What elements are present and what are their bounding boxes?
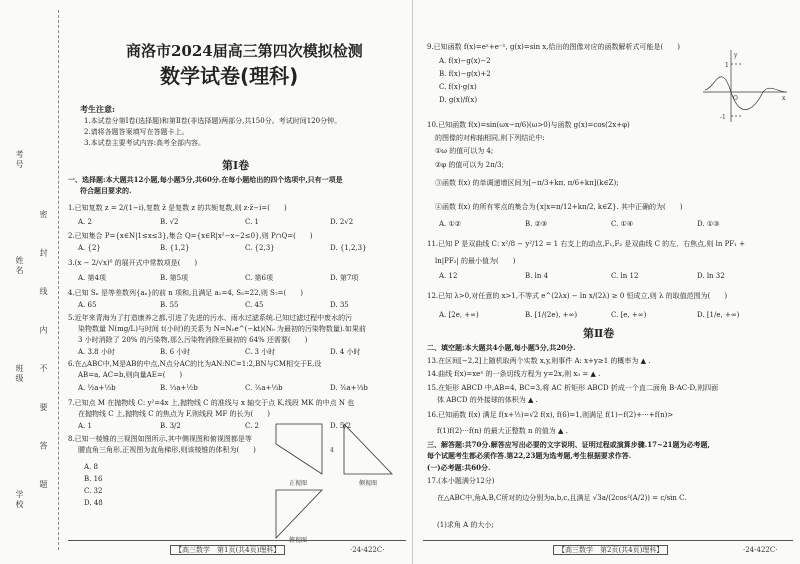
question-stem: 11.已知 P 是双曲线 C: x²/8 − y²/12 = 1 右支上的动点,F₁,F₂ 是双曲线 C 的左、右焦点,则 ln PF₁ + xyxy=(427,240,746,248)
school-label: 学校 xyxy=(15,490,24,510)
question-stem: AB=a, AC=b,则向量AE=( ) xyxy=(78,371,183,379)
function-curve xyxy=(705,77,785,110)
option: B. f(x)−g(x)+2 xyxy=(439,70,491,78)
option: D. 2√2 xyxy=(330,218,354,226)
option: C. [e, +∞) xyxy=(611,311,647,319)
fill-in-question: 16.已知函数 f(x) 满足 f(x+½)=√2 f(x), f(6)=1,则满足 f(1)−f(2)+⋯+f(n)> xyxy=(427,411,674,419)
function-graph xyxy=(701,48,789,124)
option: D. g(x)/f(x) xyxy=(439,96,478,104)
question-stem: 腰直角三角形,正视图为直角梯形,则该棱锥的体积为( ) xyxy=(78,446,256,454)
option: A. 12 xyxy=(439,272,458,280)
option: D. ⅗a+⅓b xyxy=(330,384,368,392)
option: C. 2 xyxy=(245,422,260,430)
option: C. 32 xyxy=(84,487,103,495)
option: B. ②③ xyxy=(525,220,548,228)
option: B. ⅓a+½b xyxy=(160,384,198,392)
fill-in-question: 14.曲线 f(x)=xeˣ 的一条切线方程为 y=2x,则 x₀ = ▲ . xyxy=(427,370,601,378)
x-axis-label: x xyxy=(782,95,786,102)
question-stem: ③函数 f(x) 的单调递增区间为[−π/3+kπ, π/6+kπ](k∈Z); xyxy=(435,179,619,187)
notice-heading: 考生注意: xyxy=(80,104,115,114)
right-page xyxy=(412,0,800,564)
option: C. 3 小时 xyxy=(245,348,276,356)
q17-part: (1)求角 A 的大小; xyxy=(437,521,494,529)
exam-number-label: 考号 xyxy=(15,150,24,170)
question-stem: 5.近年来青海为了打造康养之都,引进了先进的污水、雨水过滤系统.已知过滤过程中废水的污 xyxy=(68,314,353,322)
paper-code: ·24-422C· xyxy=(350,546,385,554)
question-stem: ④函数 f(x) 的所有零点的集合为{x|x=π/12+kπ/2, k∈Z}. 其中正确的为( ) xyxy=(435,203,683,211)
option: A. [2e, +∞) xyxy=(439,311,479,319)
side-view-shape xyxy=(344,424,392,474)
question-stem: 7.已知点 M 在抛物线 C: y²=4x 上,抛物线 C 的准线与 x 轴交于点 K,线段 MK 的中点 N 也 xyxy=(68,399,355,407)
option: D. ln 32 xyxy=(697,272,725,280)
exam-subtitle: 数学试卷(理科) xyxy=(160,64,299,88)
question-stem: ln|PF₂| 的最小值为( ) xyxy=(435,257,516,265)
section3-intro: 每个试题考生都必须作答.第22,23题为选考题,考生根据要求作答. xyxy=(427,451,632,460)
seal-line-warning: 密 封 线 内 不 要 答 题 xyxy=(39,210,48,502)
fill-in-question: 13.在区间[−2,2]上随机取两个实数 x,y,则事件 A: x+y≥1 的概率为 ▲ . xyxy=(427,357,651,365)
question-stem: 9.已知函数 f(x)=eˣ+e⁻ˣ, g(x)=sin x,给出的图像对应的函数解析式可能是( ) xyxy=(427,43,680,51)
question-stem: ①ω 的值可以为 4; xyxy=(435,147,494,155)
section3-intro: 三、解答题:共70分.解答应写出必要的文字说明、证明过程或演算步骤.17~21题为必考题, xyxy=(427,440,710,449)
option: A. 1 xyxy=(78,422,92,430)
page-footer: 【高三数学 第1页(共4页)理科】 xyxy=(170,545,285,555)
name-label: 姓名 xyxy=(15,256,24,276)
option: B. 第5项 xyxy=(160,274,189,282)
question-stem: 10.已知函数 f(x)=sin(ωx−π/6)(ω>0)与函数 g(x)=cos(2x+φ) xyxy=(427,121,630,129)
section2-title: 第Ⅱ卷 xyxy=(583,327,615,340)
option: A. ½a+⅓b xyxy=(78,384,116,392)
top-view-shape xyxy=(276,490,322,538)
question-stem: 2.已知集合 P={x∈N|1≤x≤3},集合 Q={x∈R|x²−x−2≤0},则 P∩Q=( ) xyxy=(68,232,313,240)
dimension-label: 4 xyxy=(330,447,334,454)
option: D. 48 xyxy=(84,499,103,507)
option: D. 第7项 xyxy=(330,274,359,282)
option: D. [1/e, +∞) xyxy=(697,311,740,319)
option: C. ①④ xyxy=(611,220,634,228)
tick-label-bottom: -1 xyxy=(720,114,726,121)
option: C. 45 xyxy=(245,301,264,309)
front-view-label: 正视图 xyxy=(288,480,308,487)
option: A. 65 xyxy=(78,301,97,309)
section1-intro: 符合题目要求的. xyxy=(80,186,132,195)
option: C. ln 12 xyxy=(611,272,639,280)
section1-intro: 一、选择题:本大题共12小题,每小题5分,共60分.在每小题给出的四个选项中,只有一项是 xyxy=(68,175,343,184)
option: A. f(x)−g(x)−2 xyxy=(439,57,491,65)
option: B. ln 4 xyxy=(525,272,549,280)
question-stem: 12.已知 λ>0,对任意的 x>1,不等式 e^(2λx) − ln x/(2λ) ≥ 0 恒成立,则 λ 的取值范围为( ) xyxy=(427,292,728,300)
question-stem: ②φ 的值可以为 2π/3; xyxy=(435,161,504,169)
question-stem: 8.已知一棱锥的三视图如图所示,其中侧视图和俯视图都是等 xyxy=(68,435,252,443)
three-view-figure xyxy=(270,420,410,544)
option: D. ①③ xyxy=(697,220,720,228)
q17-heading: 17.(本小题满分12分) xyxy=(427,477,495,485)
notice-item: 3.本试卷主要考试内容:高考全部内容。 xyxy=(84,139,206,147)
option: C. 1 xyxy=(245,218,260,226)
footer-rule xyxy=(423,540,793,541)
option: C. 第6项 xyxy=(245,274,274,282)
option: C. ⅖a+⅓b xyxy=(245,384,283,392)
option: C. f(x)·g(x) xyxy=(439,83,477,91)
option: A. 第4项 xyxy=(78,274,106,282)
question-stem: 3 小时消除了 20% 的污染物,那么污染物消除至最初的 64% 还需要( ) xyxy=(78,336,308,344)
notice-item: 2.请将各题答案填写在答题卡上。 xyxy=(84,128,189,136)
paper-code: ·24-422C· xyxy=(743,546,778,554)
notice-item: 1.本试卷分第Ⅰ卷(选择题)和第Ⅱ卷(非选择题)两部分,共150分。考试时间120分钟。 xyxy=(84,117,342,125)
option: D. 4 小时 xyxy=(330,348,361,356)
section1-title: 第Ⅰ卷 xyxy=(222,159,250,172)
binding-sidebar xyxy=(0,0,70,564)
question-stem: 在抛物线 C 上,抛物线 C 的焦点为 F,则线段 MF 的长为( ) xyxy=(78,410,270,418)
question-stem: 4.已知 Sₙ 是等差数列{aₙ}的前 n 项和,且满足 a₁=4, S₅=22,则 S₇=( ) xyxy=(68,289,303,297)
fill-in-question: f(1)f(2)⋯f(n) 的最大正整数 n 的值为 ▲ . xyxy=(437,427,568,435)
option: B. [1/(2e), +∞) xyxy=(525,311,578,319)
y-axis-label: y xyxy=(734,52,738,59)
question-stem: 3.(x − 2/√x)⁶ 的展开式中常数项是( ) xyxy=(68,259,198,267)
fill-in-question: 体 ABCD 的外接球的体积为 ▲ . xyxy=(437,396,538,404)
option: B. 3/2 xyxy=(160,422,181,430)
seal-line xyxy=(58,10,59,550)
option: D. {1,2,3} xyxy=(330,244,367,252)
option: B. 16 xyxy=(84,475,103,483)
option: C. {2,3} xyxy=(245,244,275,252)
question-stem: 的图像的对称轴相同,则下列结论中: xyxy=(435,134,545,142)
option: B. {1,2} xyxy=(160,244,190,252)
option: D. 35 xyxy=(330,301,349,309)
option: D. 5/2 xyxy=(330,422,352,430)
footer-rule xyxy=(68,540,406,541)
option: A. ①② xyxy=(439,220,462,228)
exam-title: 商洛市2024届高三第四次模拟检测 xyxy=(126,42,363,60)
fill-in-question: 15.在矩形 ABCD 中,AB=4, BC=3,将 AC 析矩形 ABCD 折成一个直二面角 B-AC-D,则四面 xyxy=(427,384,719,392)
required-heading: (一)必考题:共60分. xyxy=(427,463,491,472)
option: A. {2} xyxy=(78,244,101,252)
option: B. √2 xyxy=(160,218,179,226)
page-footer: 【高三数学 第2页(共4页)理科】 xyxy=(553,545,668,555)
top-view-label: 俯视图 xyxy=(288,537,308,544)
tick-label-top: 1 xyxy=(725,62,729,69)
option: A. 2 xyxy=(78,218,92,226)
class-label: 班级 xyxy=(15,364,24,384)
option: A. 8 xyxy=(84,463,98,471)
origin-label: O xyxy=(733,95,738,102)
option: A. 3.8 小时 xyxy=(78,348,115,356)
side-view-label: 侧视图 xyxy=(358,480,378,487)
section2-intro: 二、填空题:本大题共4小题,每小题5分,共20分. xyxy=(427,343,576,352)
option: B. 55 xyxy=(160,301,179,309)
option: B. 6 小时 xyxy=(160,348,191,356)
question-stem: 1.已知复数 z = 2/(1−i),复数 z̄ 是复数 z 的共轭复数,则 z·z̄−i=( ) xyxy=(68,204,287,212)
q17-stem: 在△ABC中,角A,B,C所对的边分别为a,b,c,且满足 √3a/(2cos²(A/2)) = c/sin C. xyxy=(437,494,687,502)
question-stem: 染物数量 N(mg/L)与时间 t(小时)的关系为 N=N₀e^(−kt)(N₀ 为最初的污染物数量).如果前 xyxy=(78,325,366,333)
question-stem: 6.在△ABC中,M是AB的中点,N点分AC的比为AN:NC=1:2,BN与CM相交于E,设 xyxy=(68,360,322,368)
front-view-shape xyxy=(276,424,322,474)
